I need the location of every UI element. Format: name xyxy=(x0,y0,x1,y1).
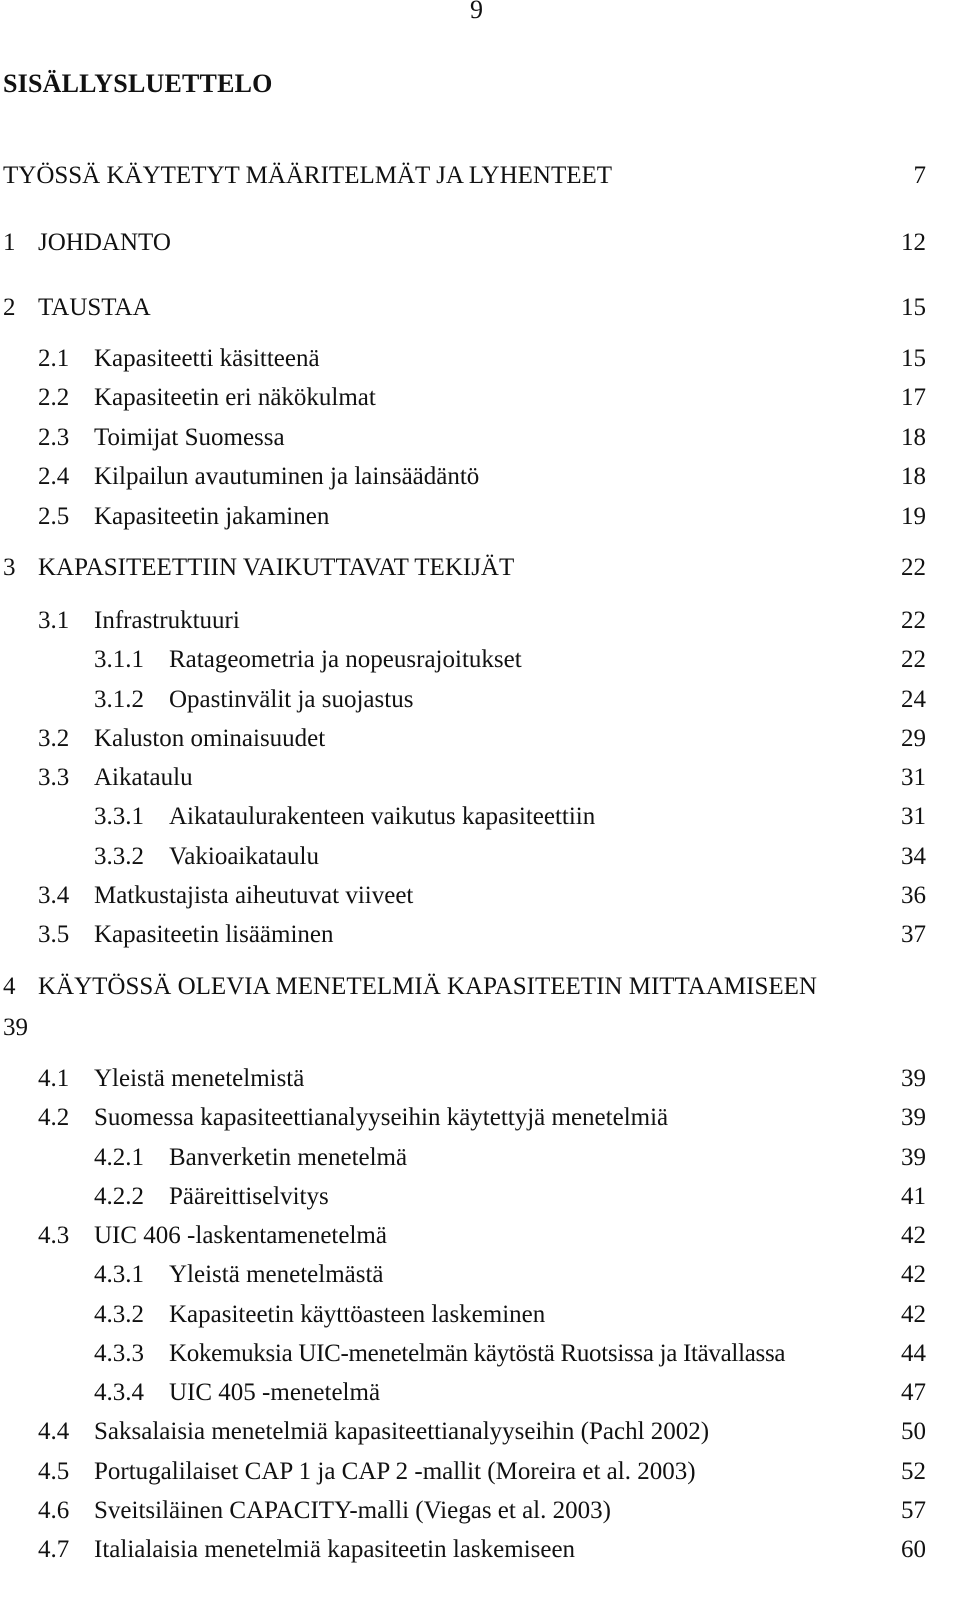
toc-entry-number: 4.4 xyxy=(38,1418,70,1445)
toc-entry-title: Matkustajista aiheutuvat viiveet xyxy=(94,882,414,909)
toc-entry-page: 37 xyxy=(901,921,926,948)
toc-entry xyxy=(0,1062,960,1096)
toc-entry-title: Opastinvälit ja suojastus xyxy=(169,686,414,713)
toc-entry-page: 18 xyxy=(901,463,926,490)
toc-entry xyxy=(0,1337,960,1371)
toc-entry xyxy=(0,800,960,834)
toc-entry-number: 2.2 xyxy=(38,384,70,411)
toc-entry xyxy=(0,879,960,913)
toc-entry xyxy=(0,460,960,494)
toc-entry-number: 4 xyxy=(3,973,16,1000)
toc-entry-title: Kapasiteetti käsitteenä xyxy=(94,345,320,372)
toc-entry xyxy=(0,1494,960,1528)
toc-entry-number: 4.3 xyxy=(38,1222,70,1249)
toc-entry-number: 4.1 xyxy=(38,1065,70,1092)
toc-entry xyxy=(0,918,960,952)
toc-entry-title: Ratageometria ja nopeusrajoitukset xyxy=(169,646,522,673)
toc-entry-number: 3.4 xyxy=(38,882,70,909)
toc-entry-page: 34 xyxy=(901,843,926,870)
toc-entry-number: 3.3.2 xyxy=(94,843,144,870)
toc-entry-title: UIC 406 -laskentamenetelmä xyxy=(94,1222,387,1249)
toc-entry xyxy=(0,761,960,795)
toc-entry xyxy=(0,683,960,717)
toc-entry-number: 3 xyxy=(3,554,16,581)
toc-entry xyxy=(0,1455,960,1489)
toc-entry-title: Italialaisia menetelmiä kapasiteetin laskemiseen xyxy=(94,1536,576,1563)
toc-entry-title: Infrastruktuuri xyxy=(94,607,240,634)
toc-entry-number: 3.2 xyxy=(38,725,70,752)
toc-entry-page: 44 xyxy=(901,1340,926,1367)
toc-entry xyxy=(0,1533,960,1567)
toc-entry-title: Toimijat Suomessa xyxy=(94,424,285,451)
toc-entry-number: 4.3.2 xyxy=(94,1301,144,1328)
toc-entry-number: 4.3.1 xyxy=(94,1261,144,1288)
toc-entry-title: Kaluston ominaisuudet xyxy=(94,725,326,752)
toc-entry xyxy=(0,1101,960,1135)
toc-entry-title: Aikataulurakenteen vaikutus kapasiteettiin xyxy=(169,803,596,830)
toc-entry-title: Aikataulu xyxy=(94,764,193,791)
toc-entry-title: Suomessa kapasiteettianalyyseihin käytettyjä menetelmiä xyxy=(94,1104,669,1131)
toc-entry xyxy=(0,500,960,534)
toc-entry xyxy=(0,1298,960,1332)
toc-entry-number: 2.4 xyxy=(38,463,70,490)
toc-entry-page: 31 xyxy=(901,803,926,830)
toc-entry-title: JOHDANTO xyxy=(38,229,171,256)
toc-entry-title: TYÖSSÄ KÄYTETYT MÄÄRITELMÄT JA LYHENTEET xyxy=(3,162,613,189)
toc-entry xyxy=(0,226,960,260)
toc-entry xyxy=(0,551,960,585)
toc-entry-page: 39 xyxy=(901,1065,926,1092)
toc-entry-number: 3.1.2 xyxy=(94,686,144,713)
toc-entry-title: Vakioaikataulu xyxy=(169,843,319,870)
toc-entry xyxy=(0,159,960,193)
toc-entry-number: 2 xyxy=(3,294,16,321)
toc-entry-number: 2.5 xyxy=(38,503,70,530)
toc-entry-page: 12 xyxy=(901,229,926,256)
toc-entry-title: Kokemuksia UIC-menetelmän käytöstä Ruotsissa ja Itävallassa xyxy=(169,1340,786,1367)
toc-entry xyxy=(0,1376,960,1410)
toc-entry-page: 22 xyxy=(901,646,926,673)
toc-entry-page: 7 xyxy=(913,162,926,189)
toc-entry-title: Banverketin menetelmä xyxy=(169,1144,408,1171)
toc-entry-title: KAPASITEETTIIN VAIKUTTAVAT TEKIJÄT xyxy=(38,554,515,581)
toc-entry-page: 22 xyxy=(901,607,926,634)
toc-entry-page: 42 xyxy=(901,1261,926,1288)
toc-entry xyxy=(0,381,960,415)
toc-entry-number: 4.3.4 xyxy=(94,1379,144,1406)
toc-entry-page: 57 xyxy=(901,1497,926,1524)
toc-entry-title: UIC 405 -menetelmä xyxy=(169,1379,381,1406)
toc-entry-page: 24 xyxy=(901,686,926,713)
toc-entry xyxy=(0,1180,960,1214)
page-title: SISÄLLYSLUETTELO xyxy=(3,69,273,98)
toc-entry-title: Saksalaisia menetelmiä kapasiteettianalyyseihin (Pachl 2002) xyxy=(94,1418,710,1445)
toc-entry-page: 19 xyxy=(901,503,926,530)
toc-entry-title: Portugalilaiset CAP 1 ja CAP 2 -mallit (Moreira et al. 2003) xyxy=(94,1458,696,1485)
toc-entry-number: 3.1 xyxy=(38,607,70,634)
toc-entry-number: 1 xyxy=(3,229,16,256)
toc-entry xyxy=(0,1258,960,1292)
toc-entry-page: 47 xyxy=(901,1379,926,1406)
toc-entry-page: 15 xyxy=(901,345,926,372)
toc-entry-title: KÄYTÖSSÄ OLEVIA MENETELMIÄ KAPASITEETIN MITTAAMISEEN xyxy=(38,973,817,1000)
toc-entry xyxy=(0,604,960,638)
toc-entry xyxy=(0,722,960,756)
toc-entry-title: Kapasiteetin käyttöasteen laskeminen xyxy=(169,1301,546,1328)
toc-entry-page: 50 xyxy=(901,1418,926,1445)
toc-entry xyxy=(0,342,960,376)
toc-entry-title: Kilpailun avautuminen ja lainsäädäntö xyxy=(94,463,480,490)
toc-entry xyxy=(0,970,960,1004)
toc-entry-title: TAUSTAA xyxy=(38,294,151,321)
toc-entry-page: 31 xyxy=(901,764,926,791)
page-number: 9 xyxy=(470,0,483,24)
toc-entry-title: Yleistä menetelmästä xyxy=(169,1261,384,1288)
toc-entry-page: 39 xyxy=(901,1104,926,1131)
toc-entry-title: Kapasiteetin eri näkökulmat xyxy=(94,384,376,411)
toc-entry-number: 4.5 xyxy=(38,1458,70,1485)
toc-entry-title: Kapasiteetin jakaminen xyxy=(94,503,330,530)
toc-entry-title: Kapasiteetin lisääminen xyxy=(94,921,334,948)
toc-entry xyxy=(0,421,960,455)
toc-entry-number: 4.7 xyxy=(38,1536,70,1563)
toc-entry-number: 2.1 xyxy=(38,345,70,372)
toc-entry-number: 3.5 xyxy=(38,921,70,948)
toc-entry-title: Sveitsiläinen CAPACITY-malli (Viegas et al. 2003) xyxy=(94,1497,611,1524)
toc-entry-page: 22 xyxy=(901,554,926,581)
toc-entry-page: 15 xyxy=(901,294,926,321)
toc-entry-page: 29 xyxy=(901,725,926,752)
toc-entry xyxy=(0,643,960,677)
toc-entry-number: 2.3 xyxy=(38,424,70,451)
toc-entry-number: 4.3.3 xyxy=(94,1340,144,1367)
toc-entry xyxy=(0,1141,960,1175)
toc-entry-page: 41 xyxy=(901,1183,926,1210)
toc-entry xyxy=(0,1415,960,1449)
toc-entry-page: 39 xyxy=(3,1014,28,1041)
toc-entry-page: 39 xyxy=(901,1144,926,1171)
toc-entry-page: 60 xyxy=(901,1536,926,1563)
toc-entry xyxy=(0,840,960,874)
toc-entry-title: Yleistä menetelmistä xyxy=(94,1065,305,1092)
toc-entry-page: 36 xyxy=(901,882,926,909)
toc-entry-number: 3.3 xyxy=(38,764,70,791)
toc-entry-number: 4.2.2 xyxy=(94,1183,144,1210)
toc-entry-number: 4.2 xyxy=(38,1104,70,1131)
toc-entry-number: 4.6 xyxy=(38,1497,70,1524)
toc-entry xyxy=(0,1219,960,1253)
toc-entry-page: 52 xyxy=(901,1458,926,1485)
toc-entry-number: 3.3.1 xyxy=(94,803,144,830)
toc-entry-page: 42 xyxy=(901,1301,926,1328)
toc-entry-title: Pääreittiselvitys xyxy=(169,1183,329,1210)
toc-entry-number: 4.2.1 xyxy=(94,1144,144,1171)
toc-entry-page: 42 xyxy=(901,1222,926,1249)
toc-entry-page: 18 xyxy=(901,424,926,451)
toc-entry xyxy=(0,291,960,325)
toc-entry-page: 17 xyxy=(901,384,926,411)
toc-entry-number: 3.1.1 xyxy=(94,646,144,673)
